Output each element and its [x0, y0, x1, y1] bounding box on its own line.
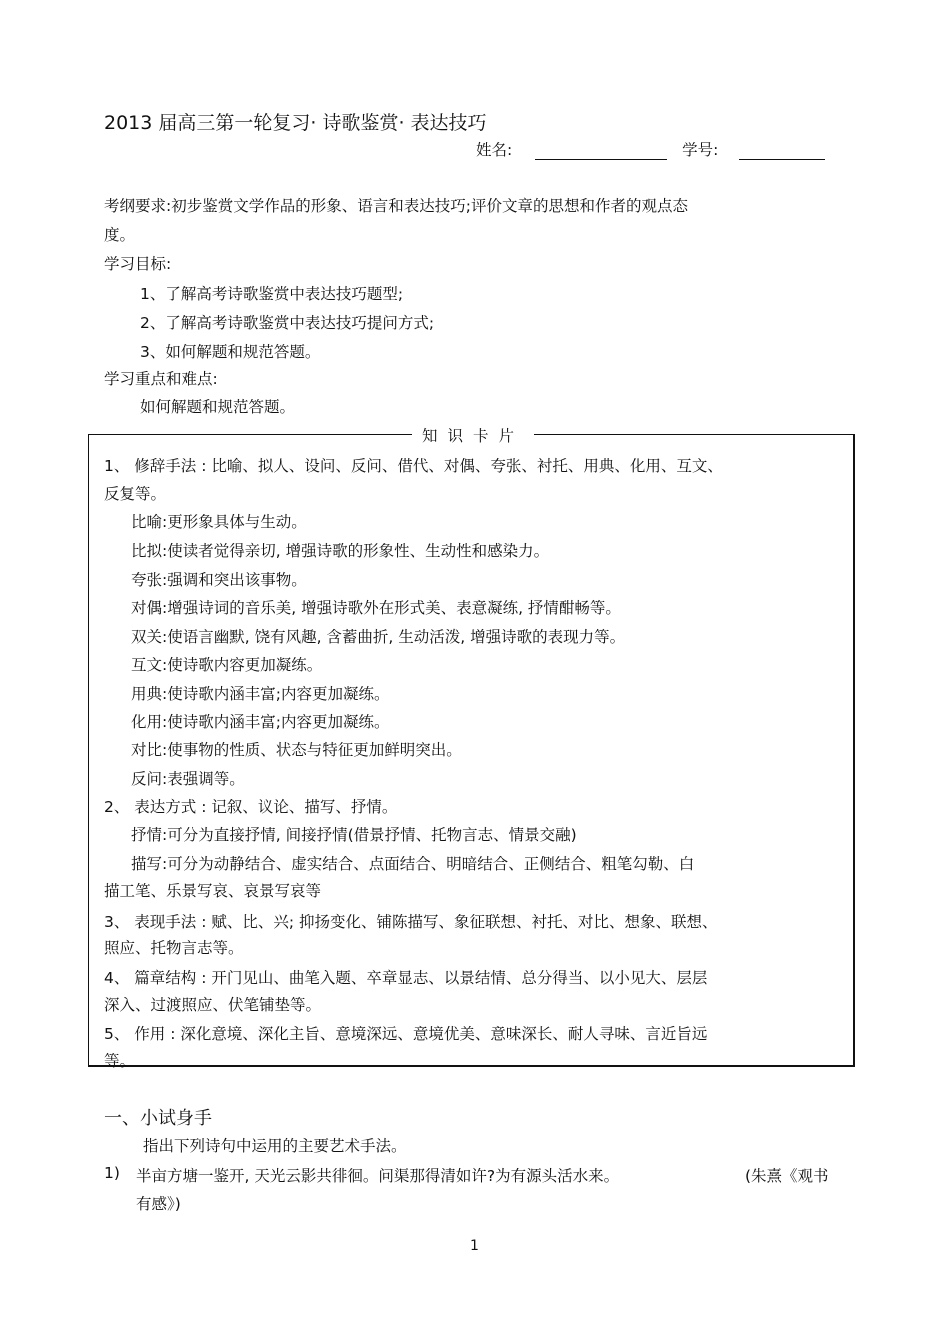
id-label: 学号: — [682, 141, 719, 159]
document-title: 2013 届高三第一轮复习· 诗歌鉴赏· 表达技巧 — [104, 112, 487, 134]
goal-item: 1、了解高考诗歌鉴赏中表达技巧题型; — [140, 285, 404, 303]
goals-label: 学习目标: — [104, 255, 172, 273]
card-line: 比拟:使读者觉得亲切, 增强诗歌的形象性、生动性和感染力。 — [131, 542, 550, 560]
question-number: 1) — [104, 1164, 120, 1182]
card-line: 夸张:强调和突出该事物。 — [131, 571, 307, 589]
id-blank — [739, 141, 825, 160]
card-line: 用典:使诗歌内涵丰富;内容更加凝练。 — [131, 685, 390, 703]
question-text: 半亩方塘一鉴开, 天光云影共徘徊。问渠那得清如许?为有源头活水来。 — [136, 1167, 620, 1185]
card-line: 等。 — [104, 1052, 136, 1070]
name-id-row — [476, 138, 825, 160]
card-line: 双关:使语言幽默, 饶有风趣, 含蓄曲折, 生动活泼, 增强诗歌的表现力等。 — [131, 628, 626, 646]
outline-line-2: 度。 — [104, 226, 136, 244]
outline-line-1: 考纲要求:初步鉴赏文学作品的形象、语言和表达技巧;评价文章的思想和作者的观点态 — [104, 197, 688, 215]
card-line: 化用:使诗歌内涵丰富;内容更加凝练。 — [131, 713, 390, 731]
card-line: 2、 表达方式 : 记叙、议论、描写、抒情。 — [104, 798, 398, 816]
card-line: 3、 表现手法 : 赋、比、兴; 抑扬变化、铺陈描写、象征联想、衬托、对比、想象、联想、 — [104, 913, 718, 931]
section-instruction: 指出下列诗句中运用的主要艺术手法。 — [143, 1137, 407, 1155]
name-label: 姓名: — [476, 141, 513, 159]
card-line: 描工笔、乐景写哀、哀景写哀等 — [104, 882, 322, 900]
focus-text: 如何解题和规范答题。 — [140, 398, 296, 416]
card-line: 比喻:更形象具体与生动。 — [131, 513, 307, 531]
card-line: 反复等。 — [104, 485, 167, 503]
focus-label: 学习重点和难点: — [104, 370, 218, 388]
goal-item: 3、如何解题和规范答题。 — [140, 343, 321, 361]
card-line: 对比:使事物的性质、状态与特征更加鲜明突出。 — [131, 741, 462, 759]
card-line: 对偶:增强诗词的音乐美, 增强诗歌外在形式美、表意凝练, 抒情酣畅等。 — [131, 599, 621, 617]
knowledge-card-title: 知识卡片 — [412, 424, 534, 446]
card-line: 互文:使诗歌内容更加凝练。 — [131, 656, 323, 674]
card-line: 1、 修辞手法 : 比喻、拟人、设问、反问、借代、对偶、夸张、衬托、用典、化用、互文、 — [104, 457, 723, 475]
card-line: 深入、过渡照应、伏笔铺垫等。 — [104, 996, 322, 1014]
card-line: 4、 篇章结构 : 开门见山、曲笔入题、卒章显志、以景结情、总分得当、以小见大、层层 — [104, 969, 708, 987]
name-blank — [535, 141, 667, 160]
question-source: (朱熹《观书 — [745, 1167, 829, 1185]
question-source-cont: 有感》) — [136, 1195, 181, 1213]
goal-item: 2、了解高考诗歌鉴赏中表达技巧提问方式; — [140, 314, 435, 332]
card-line: 抒情:可分为直接抒情, 间接抒情(借景抒情、托物言志、情景交融) — [131, 826, 577, 844]
section-heading: 一、小试身手 — [104, 1108, 212, 1129]
page-number: 1 — [470, 1238, 479, 1254]
card-line: 反问:表强调等。 — [131, 770, 245, 788]
card-line: 照应、托物言志等。 — [104, 939, 244, 957]
card-line: 5、 作用 : 深化意境、深化主旨、意境深远、意境优美、意味深长、耐人寻味、言近旨远 — [104, 1025, 708, 1043]
card-line: 描写:可分为动静结合、虚实结合、点面结合、明暗结合、正侧结合、粗笔勾勒、白 — [131, 855, 695, 873]
